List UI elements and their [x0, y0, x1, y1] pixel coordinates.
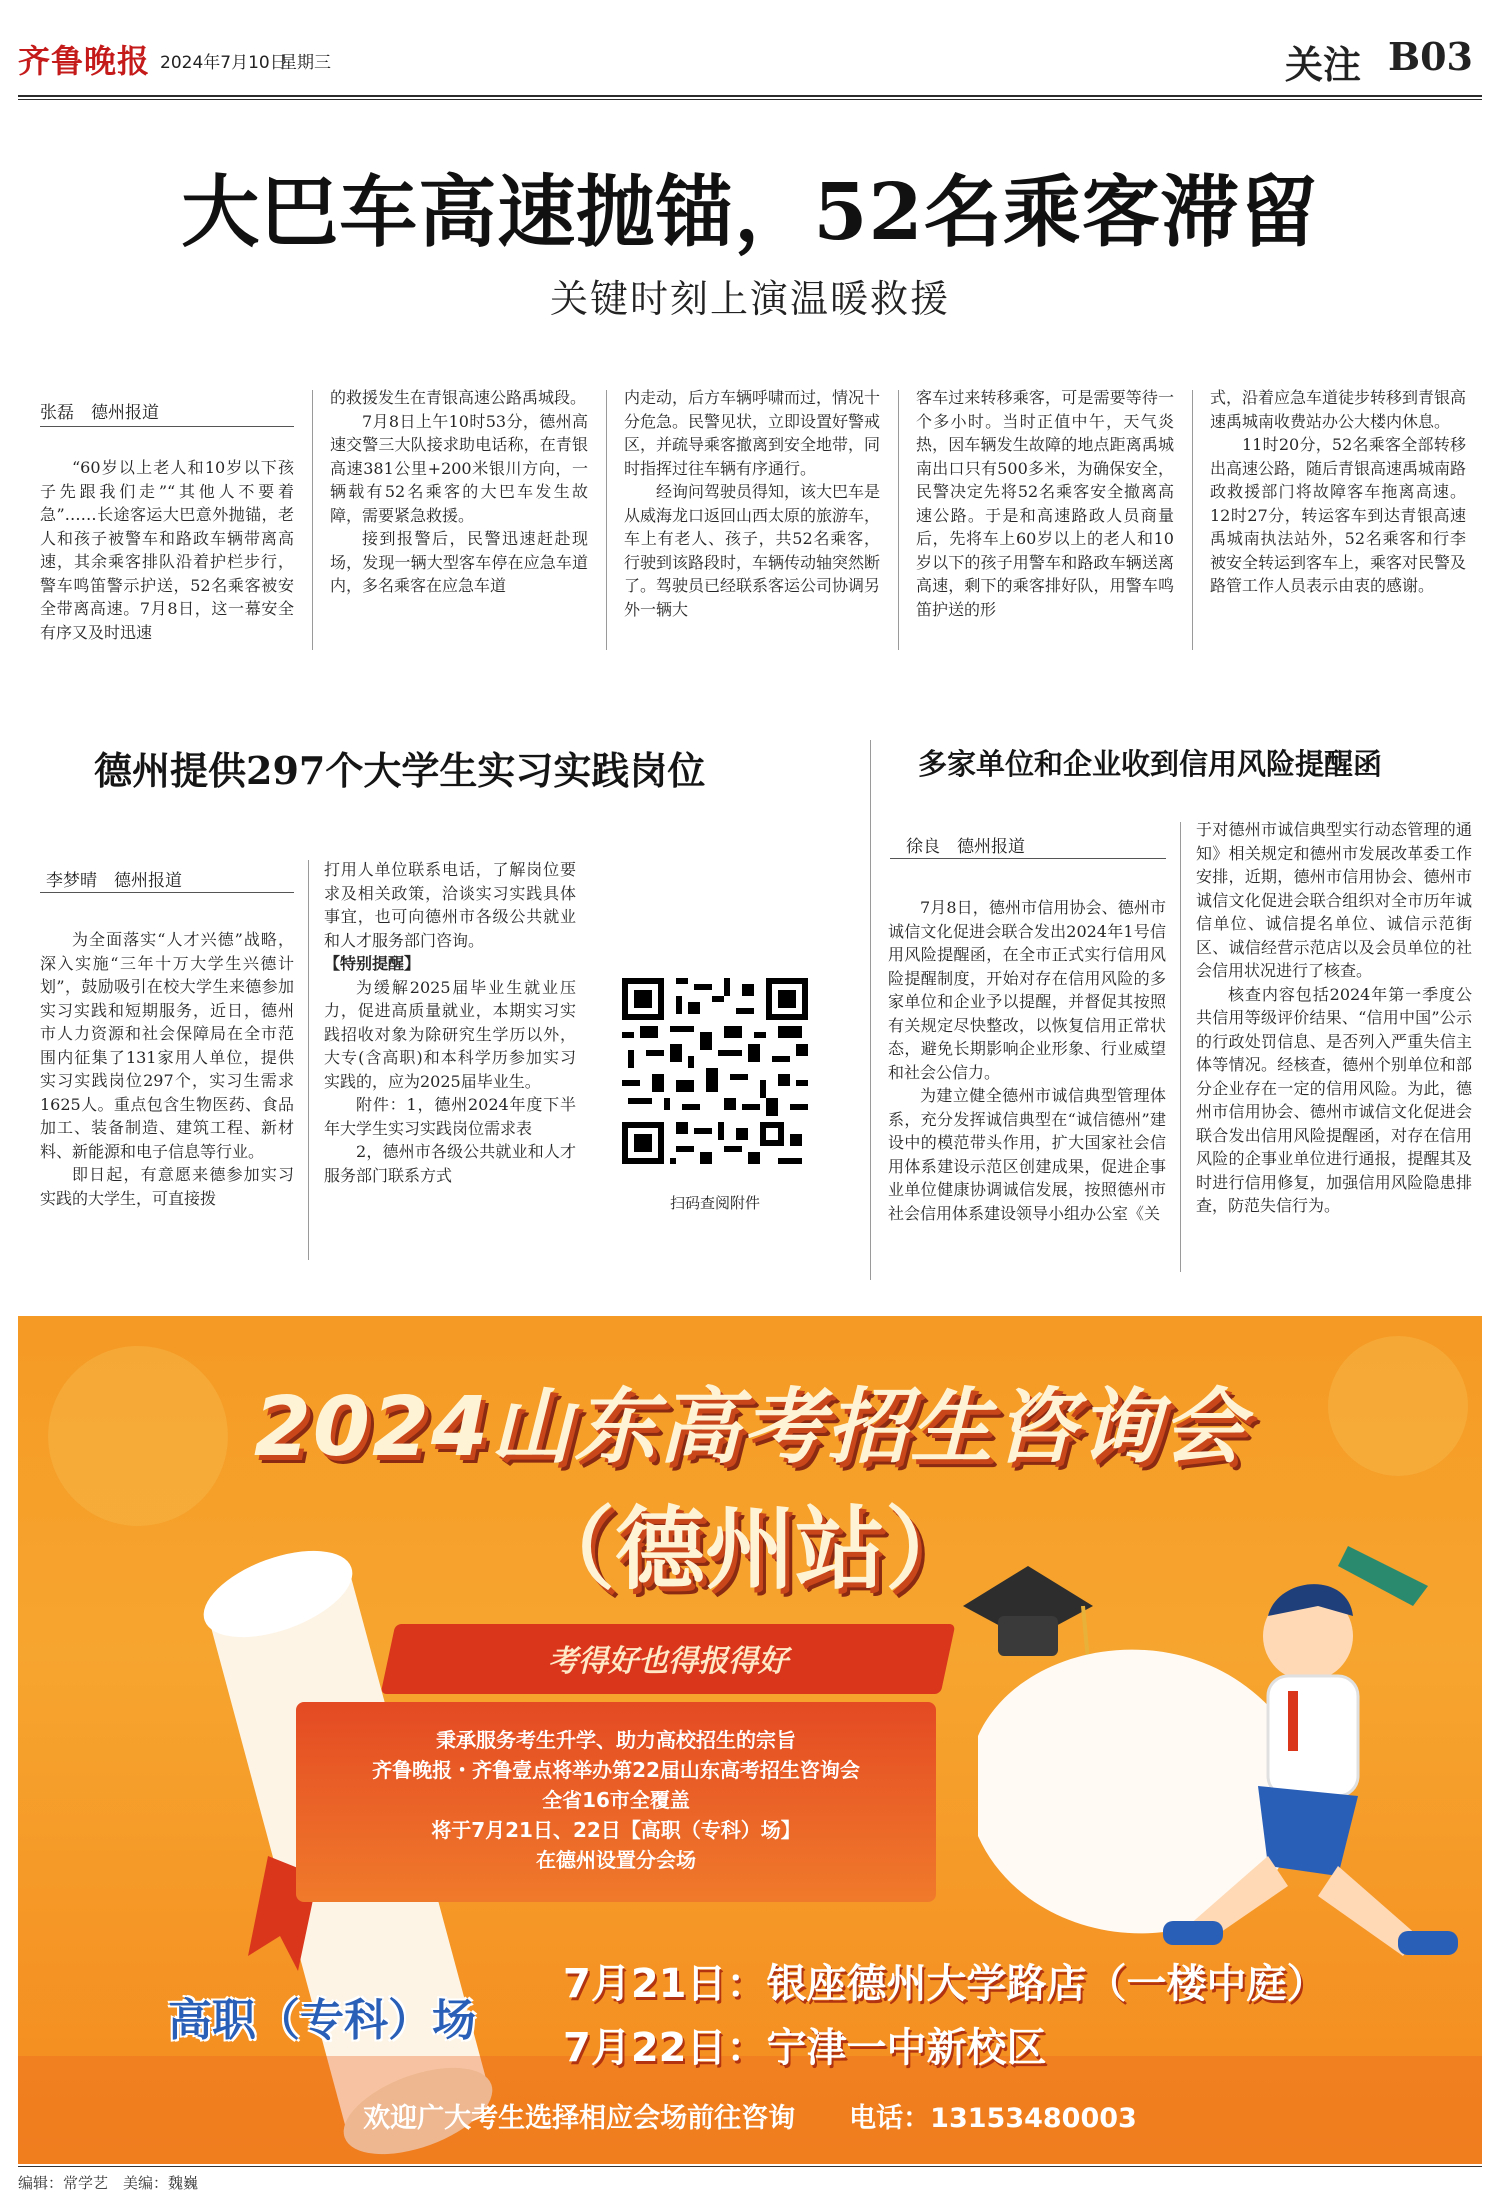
- page-number: B03: [1388, 34, 1473, 79]
- newspaper-logo: 齐鲁晚报: [18, 42, 151, 80]
- issue-date: 2024年7月10日: [160, 53, 287, 73]
- editor-credits: 编辑：常学艺 美编：魏巍: [18, 2174, 199, 2192]
- story3-byline: 徐良 德州报道: [906, 837, 1025, 857]
- story2-column-1: [40, 928, 294, 1210]
- banner-slogan: 考得好也得报得好: [548, 1644, 788, 1679]
- story2-byline: 李梦晴 德州报道: [46, 871, 182, 891]
- story1-subhead: 关键时刻上演温暖救援: [549, 277, 950, 321]
- paragraph: “60岁以上老人和10岁以下孩子先跟我们走”“其他人不要着急”……长途客运大巴意外抛锚，老人和孩子被警车和路政车辆带离高速，其余乘客排队沿着护栏步行，警车鸣笛警示护送，52名乘客被安全带离高速。7月8日，这一幕安全有序又及时迅速: [40, 458, 294, 642]
- paragraph: 内走动，后方车辆呼啸而过，情况十分危急。民警见状，立即设置好警戒区，并疏导乘客撤离到安全地带，同时指挥过往车辆有序通行。: [624, 388, 881, 478]
- attachment-2: 2，德州市各级公共就业和人才服务部门联系方式: [324, 1142, 576, 1185]
- byline-rule: [40, 426, 294, 427]
- banner-info-line: 在德州设置分会场: [536, 1848, 696, 1872]
- paragraph: 为建立健全德州市诚信典型管理体系，充分发挥诚信典型在“诚信德州”建设中的模范带头作用，扩大国家社会信用体系建设示范区创建成果，促进企事业单位健康协调诚信发展，按照德州市社会信用体系建设领导小组办公室《关: [888, 1086, 1166, 1223]
- byline-rule: [40, 892, 294, 893]
- banner-info-line: 秉承服务考生升学、助力高校招生的宗旨: [436, 1728, 796, 1752]
- paragraph: 即日起，有意愿来德参加实习实践的大学生，可直接拨: [40, 1165, 294, 1208]
- column-rule: [898, 390, 899, 650]
- attachment-1: 附件：1，德州2024年度下半年大学生实习实践岗位需求表: [324, 1095, 576, 1138]
- banner-info-line: 齐鲁晚报・齐鲁壹点将举办第22届山东高考招生咨询会: [372, 1758, 860, 1782]
- qr-caption: 扫码查阅附件: [669, 1194, 760, 1212]
- qr-code-icon[interactable]: [616, 972, 814, 1170]
- paragraph: 经询问驾驶员得知，该大巴车是从威海龙口返回山西太原的旅游车，车上有老人、孩子，共52名乘客，行驶到该路段时，车辆传动轴突然断了。驾驶员已经联系客运公司协调另外一辆大: [624, 482, 881, 619]
- story1-byline: 张磊 德州报道: [40, 403, 159, 423]
- paragraph: 式，沿着应急车道徒步转移到青银高速禹城南收费站办公大楼内休息。: [1210, 388, 1467, 431]
- story3-column-2: [1196, 818, 1472, 1218]
- special-reminder-title: 【特别提醒】: [324, 954, 421, 973]
- paragraph: 接到报警后，民警迅速赶赴现场，发现一辆大型客车停在应急车道内，多名乘客在应急车道: [330, 529, 588, 595]
- column-rule: [1192, 390, 1193, 650]
- venue-1: 7月21日：银座德州大学路店（一楼中庭）: [563, 1961, 1327, 2007]
- paragraph: 为全面落实“人才兴德”战略，深入实施“三年十万大学生兴德计划”，鼓励吸引在校大学生来德参加实习实践和短期服务，近日，德州市人力资源和社会保障局在全市范围内征集了131家用人单位，提供实习实践岗位297个，实习生需求1625人。重点包含生物医药、食品加工、装备制造、建筑工程、新材料、新能源和电子信息等行业。: [40, 930, 294, 1161]
- banner-subtitle: （德州站）: [525, 1497, 975, 1602]
- story2-headline: 德州提供297个大学生实习实践岗位: [94, 748, 706, 793]
- story1-column-4: [916, 386, 1174, 621]
- column-rule: [870, 740, 871, 1280]
- story1-column-3: [624, 386, 880, 621]
- footer-rule: [18, 2166, 1482, 2167]
- column-rule: [312, 390, 313, 650]
- issue-weekday: 星期三: [280, 53, 331, 73]
- story2-column-2: [324, 858, 576, 1187]
- story1-column-1: [40, 456, 294, 644]
- banner-info-line: 将于7月21日、22日【高职（专科）场】: [431, 1818, 801, 1842]
- paragraph: 7月8日上午10时53分，德州高速交警三大队接求助电话称，在青银高速381公里+200米银川方向，一辆载有52名乘客的大巴车发生故障，需要紧急救援。: [330, 411, 588, 525]
- header-rule-thin: [18, 99, 1482, 100]
- venue-2: 7月22日：宁津一中新校区: [563, 2025, 1047, 2071]
- section-name: 关注: [1285, 42, 1362, 87]
- admission-fair-banner[interactable]: [18, 1316, 1482, 2164]
- byline-rule: [890, 858, 1166, 859]
- venue-category-label: 高职（专科）场: [168, 1995, 476, 2046]
- paragraph: 打用人单位联系电话，了解岗位要求及相关政策，洽谈实习实践具体事宜，也可向德州市各级公共就业和人才服务部门咨询。: [324, 860, 576, 950]
- banner-contact: 欢迎广大考生选择相应会场前往咨询 电话：13153480003: [363, 2103, 1137, 2134]
- story3-column-1: [888, 896, 1166, 1225]
- story1-headline: 大巴车高速抛锚，52名乘客滞留: [181, 167, 1319, 258]
- banner-info-line: 全省16市全覆盖: [542, 1788, 690, 1812]
- story3-headline: 多家单位和企业收到信用风险提醒函: [918, 747, 1383, 781]
- column-rule: [308, 860, 309, 1260]
- paragraph: 核查内容包括2024年第一季度公共信用等级评价结果、“信用中国”公示的行政处罚信息、是否列入严重失信主体等情况。经核查，德州个别单位和部分企业存在一定的信用风险。为此，德州市信用协会、德州市诚信文化促进会联合发出信用风险提醒函，对存在信用风险的企事业单位进行通报，提醒其及时进行信用修复，加强信用风险隐患排查，防范失信行为。: [1196, 984, 1472, 1215]
- paragraph: 的救援发生在青银高速公路禹城段。: [330, 388, 587, 407]
- paragraph: 7月8日，德州市信用协会、德州市诚信文化促进会联合发出2024年1号信用风险提醒函，在全市正式实行信用风险提醒制度，开始对存在信用风险的多家单位和企业予以提醒，并督促其按照有关规定尽快整改，以恢复信用正常状态，避免长期影响企业形象、行业威望和社会公信力。: [888, 898, 1166, 1082]
- paragraph: 客车过来转移乘客，可是需要等待一个多小时。当时正值中午，天气炎热，因车辆发生故障的地点距离禹城南出口只有500多米，为确保安全，民警决定先将52名乘客安全撤离高速公路。于是和高速路政人员商量后，先将车上60岁以上的老人和10岁以下的孩子用警车和路政车辆送离高速，剩下的乘客排好队，用警车鸣笛护送的形: [916, 388, 1174, 619]
- paragraph: 于对德州市诚信典型实行动态管理的通知》相关规定和德州市发展改革委工作安排，近期，德州市信用协会、德州市诚信文化促进会联合组织对全市历年诚信单位、诚信提名单位、诚信示范街区、诚信经营示范店以及会员单位的社会信用状况进行了核查。: [1196, 820, 1472, 980]
- paragraph: 为缓解2025届毕业生就业压力，促进高质量就业，本期实习实践招收对象为除研究生学历以外，大专(含高职)和本科学历参加实习实践的，应为2025届毕业生。: [324, 977, 576, 1091]
- header-rule: [18, 95, 1482, 97]
- story1-column-5: [1210, 386, 1466, 598]
- story1-column-2: [330, 386, 588, 598]
- banner-title: 2024山东高考招生咨询会: [253, 1380, 1247, 1475]
- column-rule: [1180, 822, 1181, 1272]
- column-rule: [606, 390, 607, 650]
- paragraph: 11时20分，52名乘客全部转移出高速公路，随后青银高速禹城南路政救援部门将故障客车拖离高速。12时27分，转运客车到达青银高速禹城南执法站外，52名乘客和行李被安全转运到客车上，乘客对民警及路管工作人员表示由衷的感谢。: [1210, 435, 1467, 595]
